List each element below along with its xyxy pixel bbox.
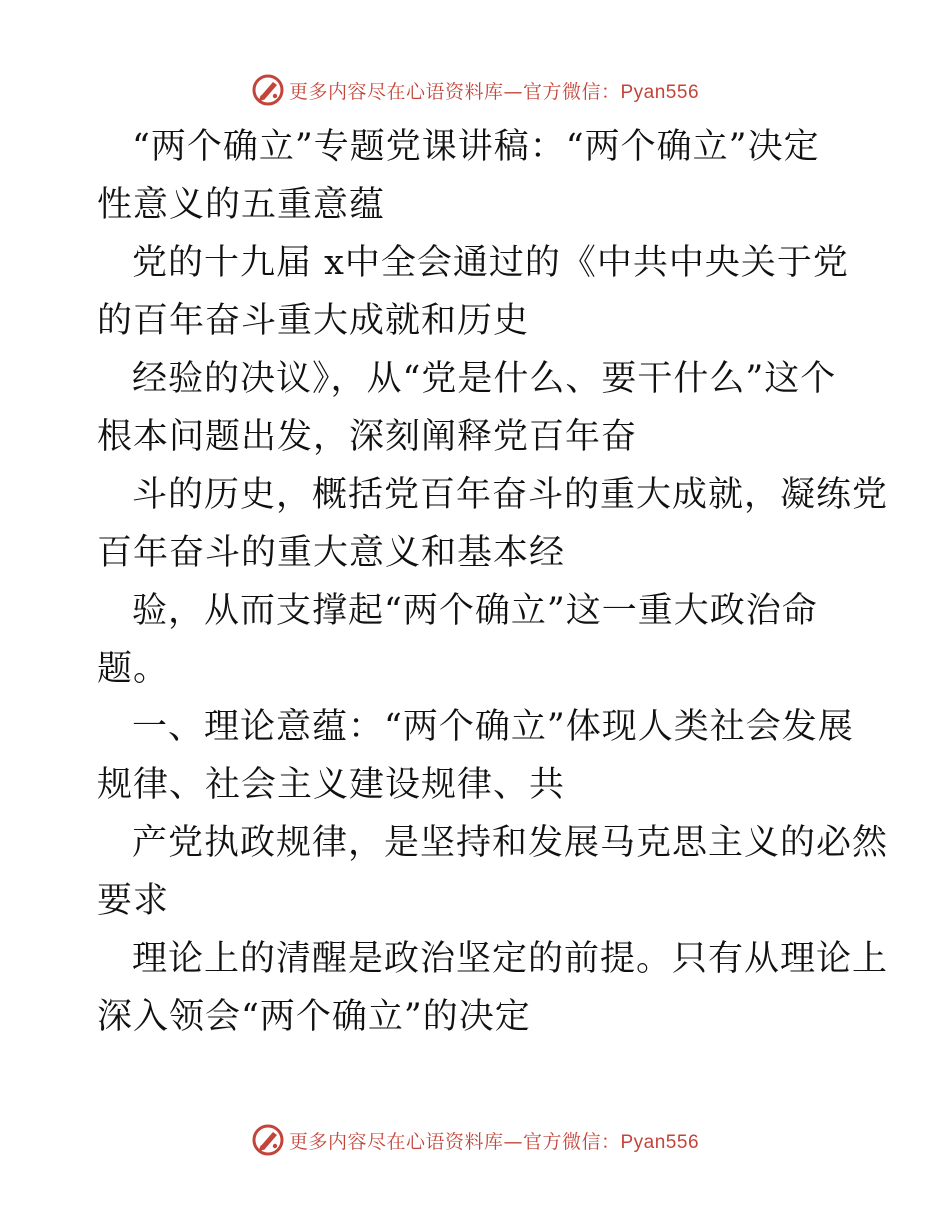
text-line: 百年奋斗的重大意义和基本经 [97,533,566,573]
text-line: 经验的决议》，从“党是什么、要干什么”这个 [132,359,837,399]
text-line: 的百年奋斗重大成就和历史 [97,301,530,341]
text-line: “两个确立”专题党课讲稿：“两个确立”决定 [132,127,820,167]
header-banner-inner [251,73,699,107]
text-line: 斗的历史，概括党百年奋斗的重大成就，凝练党 [132,475,889,515]
text-line: 规律、社会主义建设规律、共 [97,765,566,805]
footer-banner [0,1120,950,1160]
logo-icon [251,73,285,107]
text-line: 题。 [97,649,170,689]
text-line: 理论上的清醒是政治坚定的前提。只有从理论上 [132,939,889,979]
text-line: 验，从而支撑起“两个确立”这一重大政治命 [132,591,818,631]
text-line: 深入领会“两个确立”的决定 [97,997,531,1037]
text-line: 党的十九届 x中全会通过的《中共中央关于党 [132,243,849,283]
text-line: 要求 [97,881,170,921]
footer-banner-inner [251,1123,699,1157]
text-line: 性意义的五重意蕴 [97,185,386,225]
header-banner-label: 更多内容尽在心语资料库—官方微信：Pyan556 [288,80,700,103]
logo-icon [251,1123,285,1157]
header-banner [0,70,950,110]
text-line: 产党执政规律，是坚持和发展马克思主义的必然 [132,823,889,863]
text-line: 根本问题出发，深刻阐释党百年奋 [97,417,638,457]
footer-banner-label: 更多内容尽在心语资料库—官方微信：Pyan556 [288,1130,700,1153]
text-line: 一、理论意蕴：“两个确立”体现人类社会发展 [132,707,854,747]
